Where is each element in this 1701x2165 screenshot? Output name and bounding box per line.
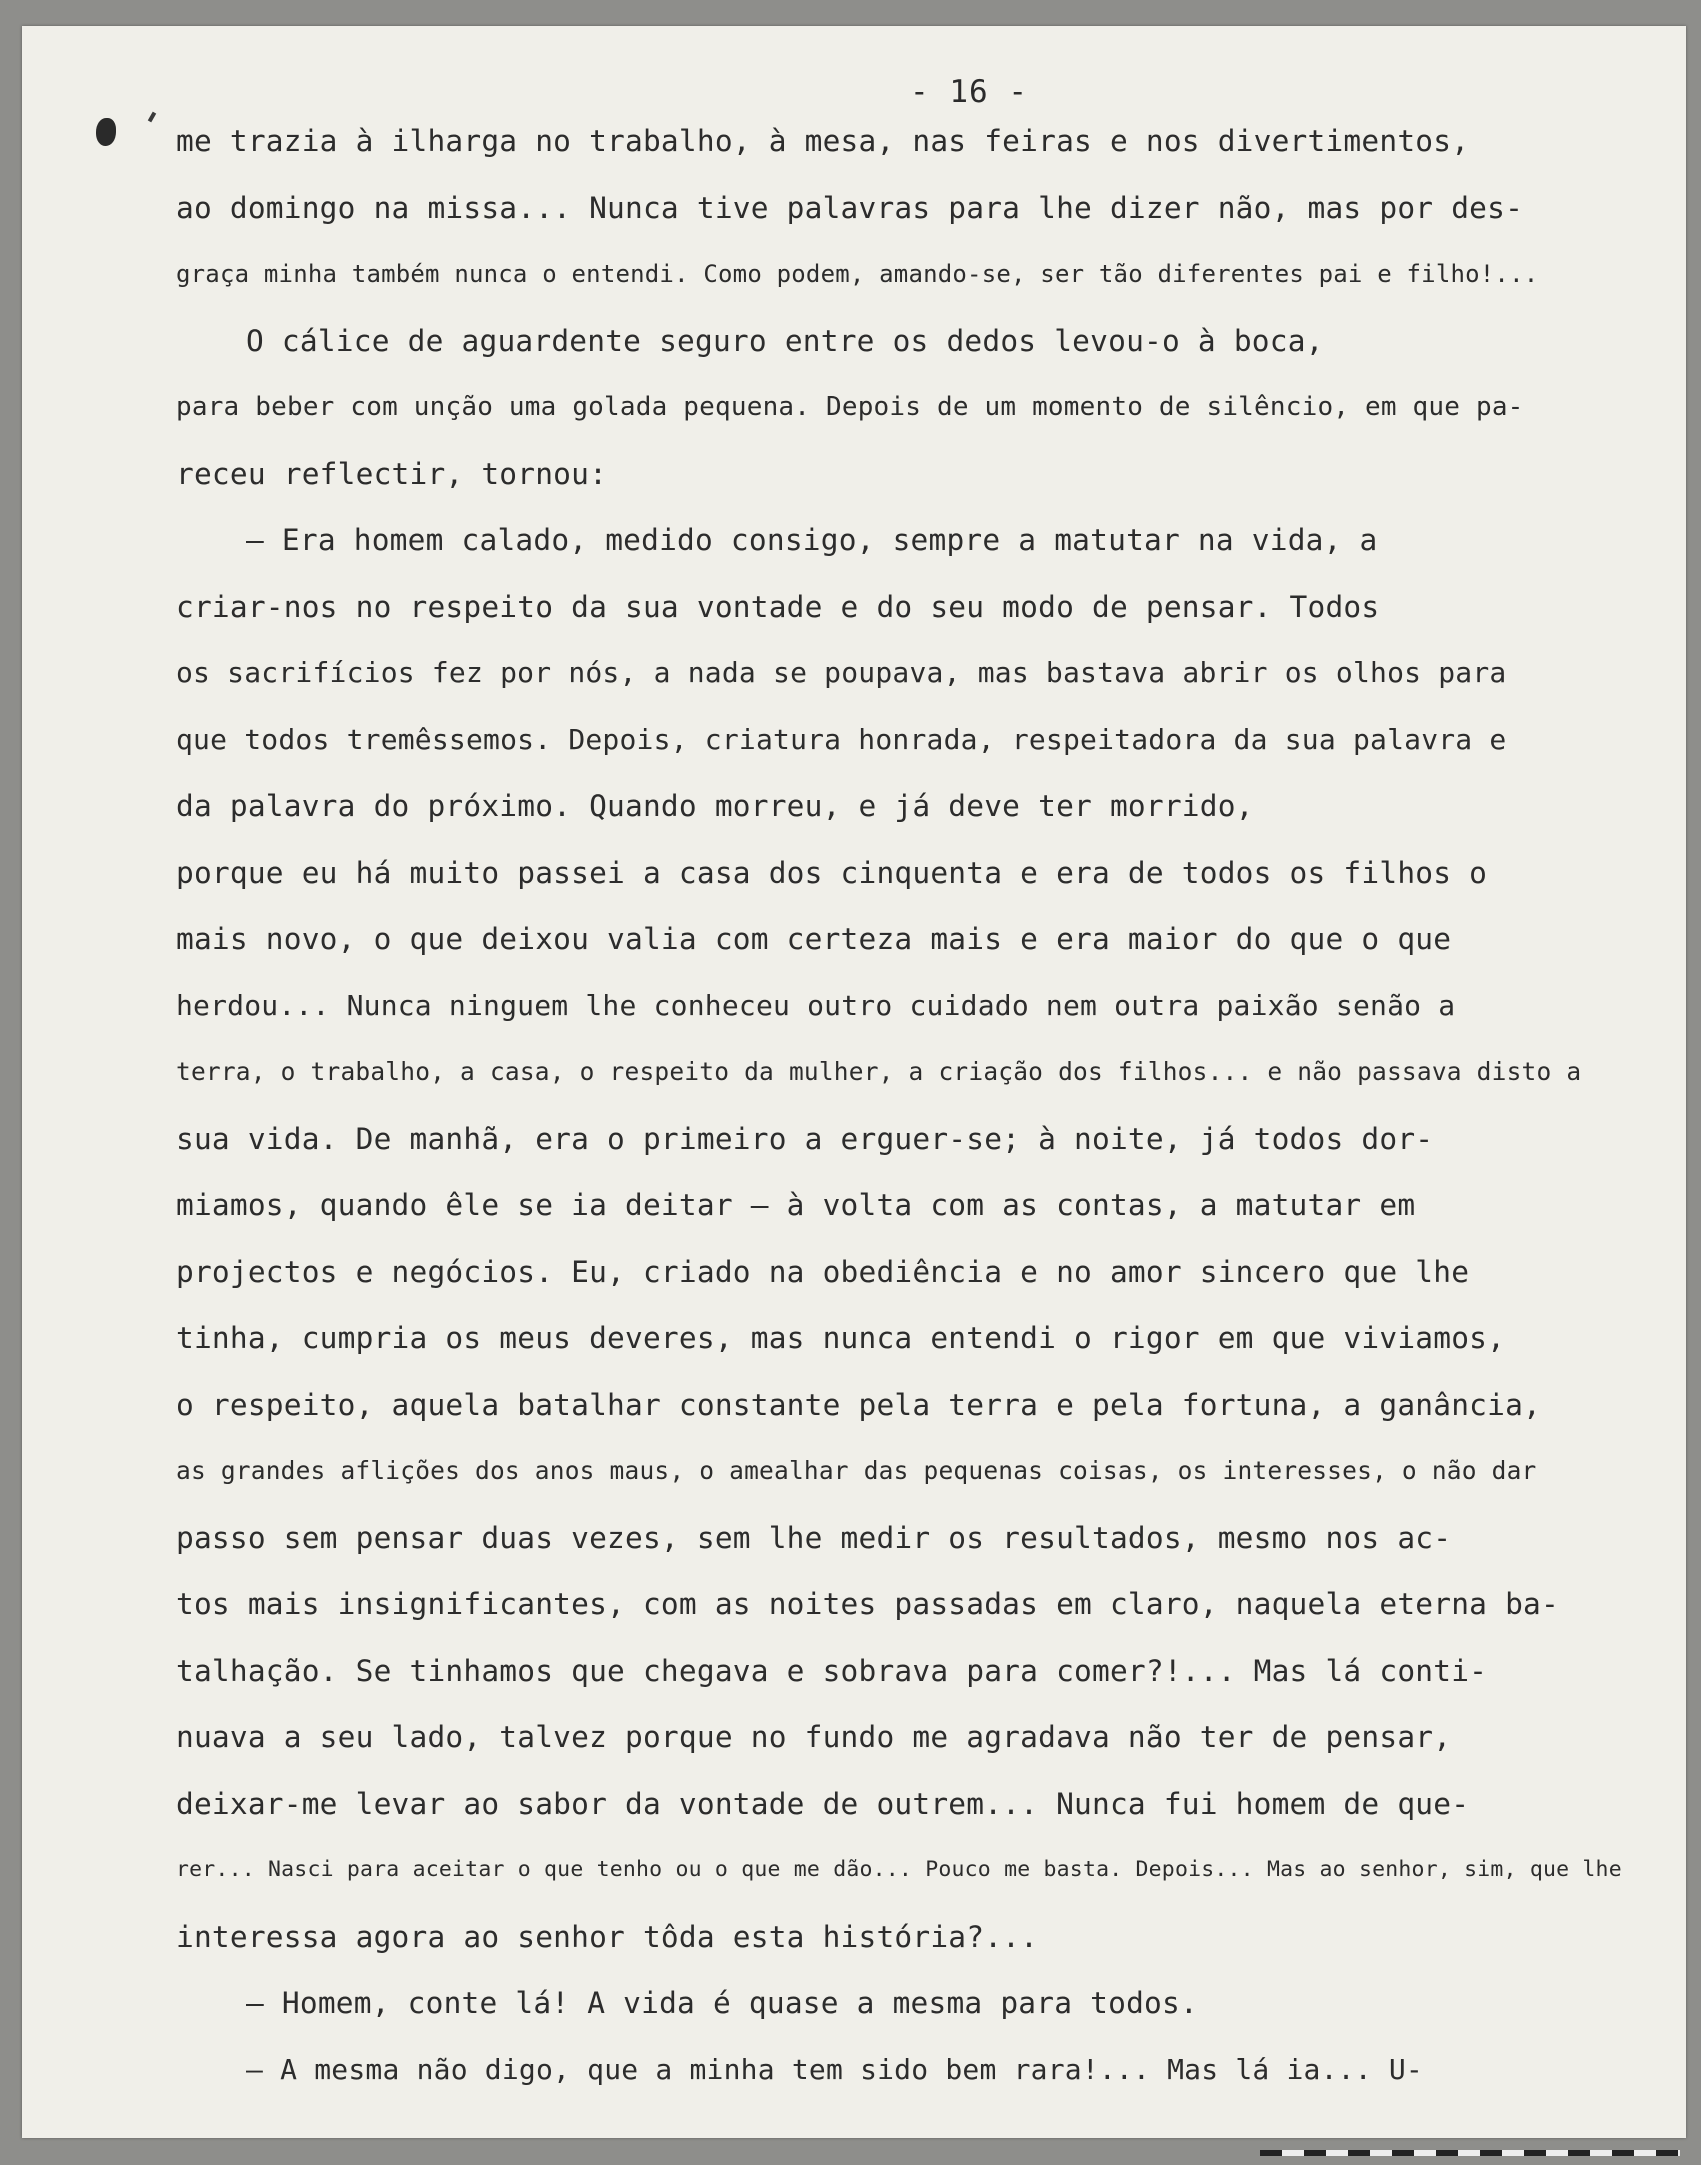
text-line: herdou... Nunca ninguem lhe conheceu outro cuidado nem outra paixão senão a bbox=[176, 988, 1456, 1022]
text-line: tinha, cumpria os meus deveres, mas nunca entendi o rigor em que viviamos, bbox=[176, 1321, 1506, 1355]
text-line: ao domingo na missa... Nunca tive palavras para lhe dizer não, mas por des- bbox=[176, 190, 1524, 225]
text-line: tos mais insignificantes, com as noites passadas em claro, naquela eterna ba- bbox=[176, 1587, 1559, 1621]
text-line: as grandes aflições dos anos maus, o amealhar das pequenas coisas, os interesses, o não dar bbox=[176, 1456, 1537, 1485]
text-line: receu reflectir, tornou: bbox=[176, 456, 608, 491]
text-line: o respeito, aquela batalhar constante pela terra e pela fortuna, a ganância, bbox=[176, 1387, 1541, 1422]
page-number: - 16 - bbox=[910, 74, 1028, 110]
text-line: da palavra do próximo. Quando morreu, e já deve ter morrido, bbox=[176, 789, 1254, 823]
text-line: terra, o trabalho, a casa, o respeito da mulher, a criação dos filhos... e não passava disto a bbox=[176, 1057, 1582, 1086]
text-line: deixar-me levar ao sabor da vontade de outrem... Nunca fui homem de que- bbox=[176, 1786, 1470, 1821]
text-line: porque eu há muito passei a casa dos cinquenta e era de todos os filhos o bbox=[176, 855, 1488, 890]
text-line: sua vida. De manhã, era o primeiro a erguer-se; à noite, já todos dor- bbox=[176, 1121, 1434, 1156]
text-line: graça minha também nunca o entendi. Como podem, amando-se, ser tão diferentes pai e filho!... bbox=[176, 260, 1539, 288]
text-line: — Era homem calado, medido consigo, sempre a matutar na vida, a bbox=[246, 523, 1378, 557]
text-line: interessa agora ao senhor tôda esta história?... bbox=[176, 1919, 1039, 1954]
text-line: mais novo, o que deixou valia com certeza mais e era maior do que o que bbox=[176, 922, 1452, 956]
typed-text-body bbox=[176, 108, 1686, 2103]
text-line: nuava a seu lado, talvez porque no fundo me agradava não ter de pensar, bbox=[176, 1720, 1452, 1754]
text-line: para beber com unção uma golada pequena. Depois de um momento de silêncio, em que pa- bbox=[176, 392, 1524, 422]
text-line: rer... Nasci para aceitar o que tenho ou o que me dão... Pouco me basta. Depois... Mas ao senhor, sim, que lhe bbox=[176, 1857, 1622, 1882]
text-line: os sacrifícios fez por nós, a nada se poupava, mas bastava abrir os olhos para bbox=[176, 656, 1507, 689]
scan-color-strip bbox=[1260, 2150, 1680, 2156]
text-line: passo sem pensar duas vezes, sem lhe medir os resultados, mesmo nos ac- bbox=[176, 1520, 1452, 1555]
text-line: miamos, quando êle se ia deitar — à volta com as contas, a matutar em bbox=[176, 1188, 1416, 1222]
text-line: — Homem, conte lá! A vida é quase a mesma para todos. bbox=[246, 1986, 1198, 2020]
text-line: me trazia à ilharga no trabalho, à mesa, nas feiras e nos divertimentos, bbox=[176, 124, 1470, 158]
text-line: projectos e negócios. Eu, criado na obediência e no amor sincero que lhe bbox=[176, 1254, 1470, 1289]
binding-hole bbox=[96, 118, 116, 146]
text-line: — A mesma não digo, que a minha tem sido bem rara!... Mas lá ia... U- bbox=[246, 2052, 1423, 2086]
text-line: talhação. Se tinhamos que chegava e sobrava para comer?!... Mas lá conti- bbox=[176, 1653, 1488, 1688]
text-line: criar-nos no respeito da sua vontade e do seu modo de pensar. Todos bbox=[176, 589, 1380, 624]
text-line: que todos tremêssemos. Depois, criatura honrada, respeitadora da sua palavra e bbox=[176, 722, 1507, 756]
text-line: O cálice de aguardente seguro entre os dedos levou-o à boca, bbox=[246, 323, 1324, 358]
